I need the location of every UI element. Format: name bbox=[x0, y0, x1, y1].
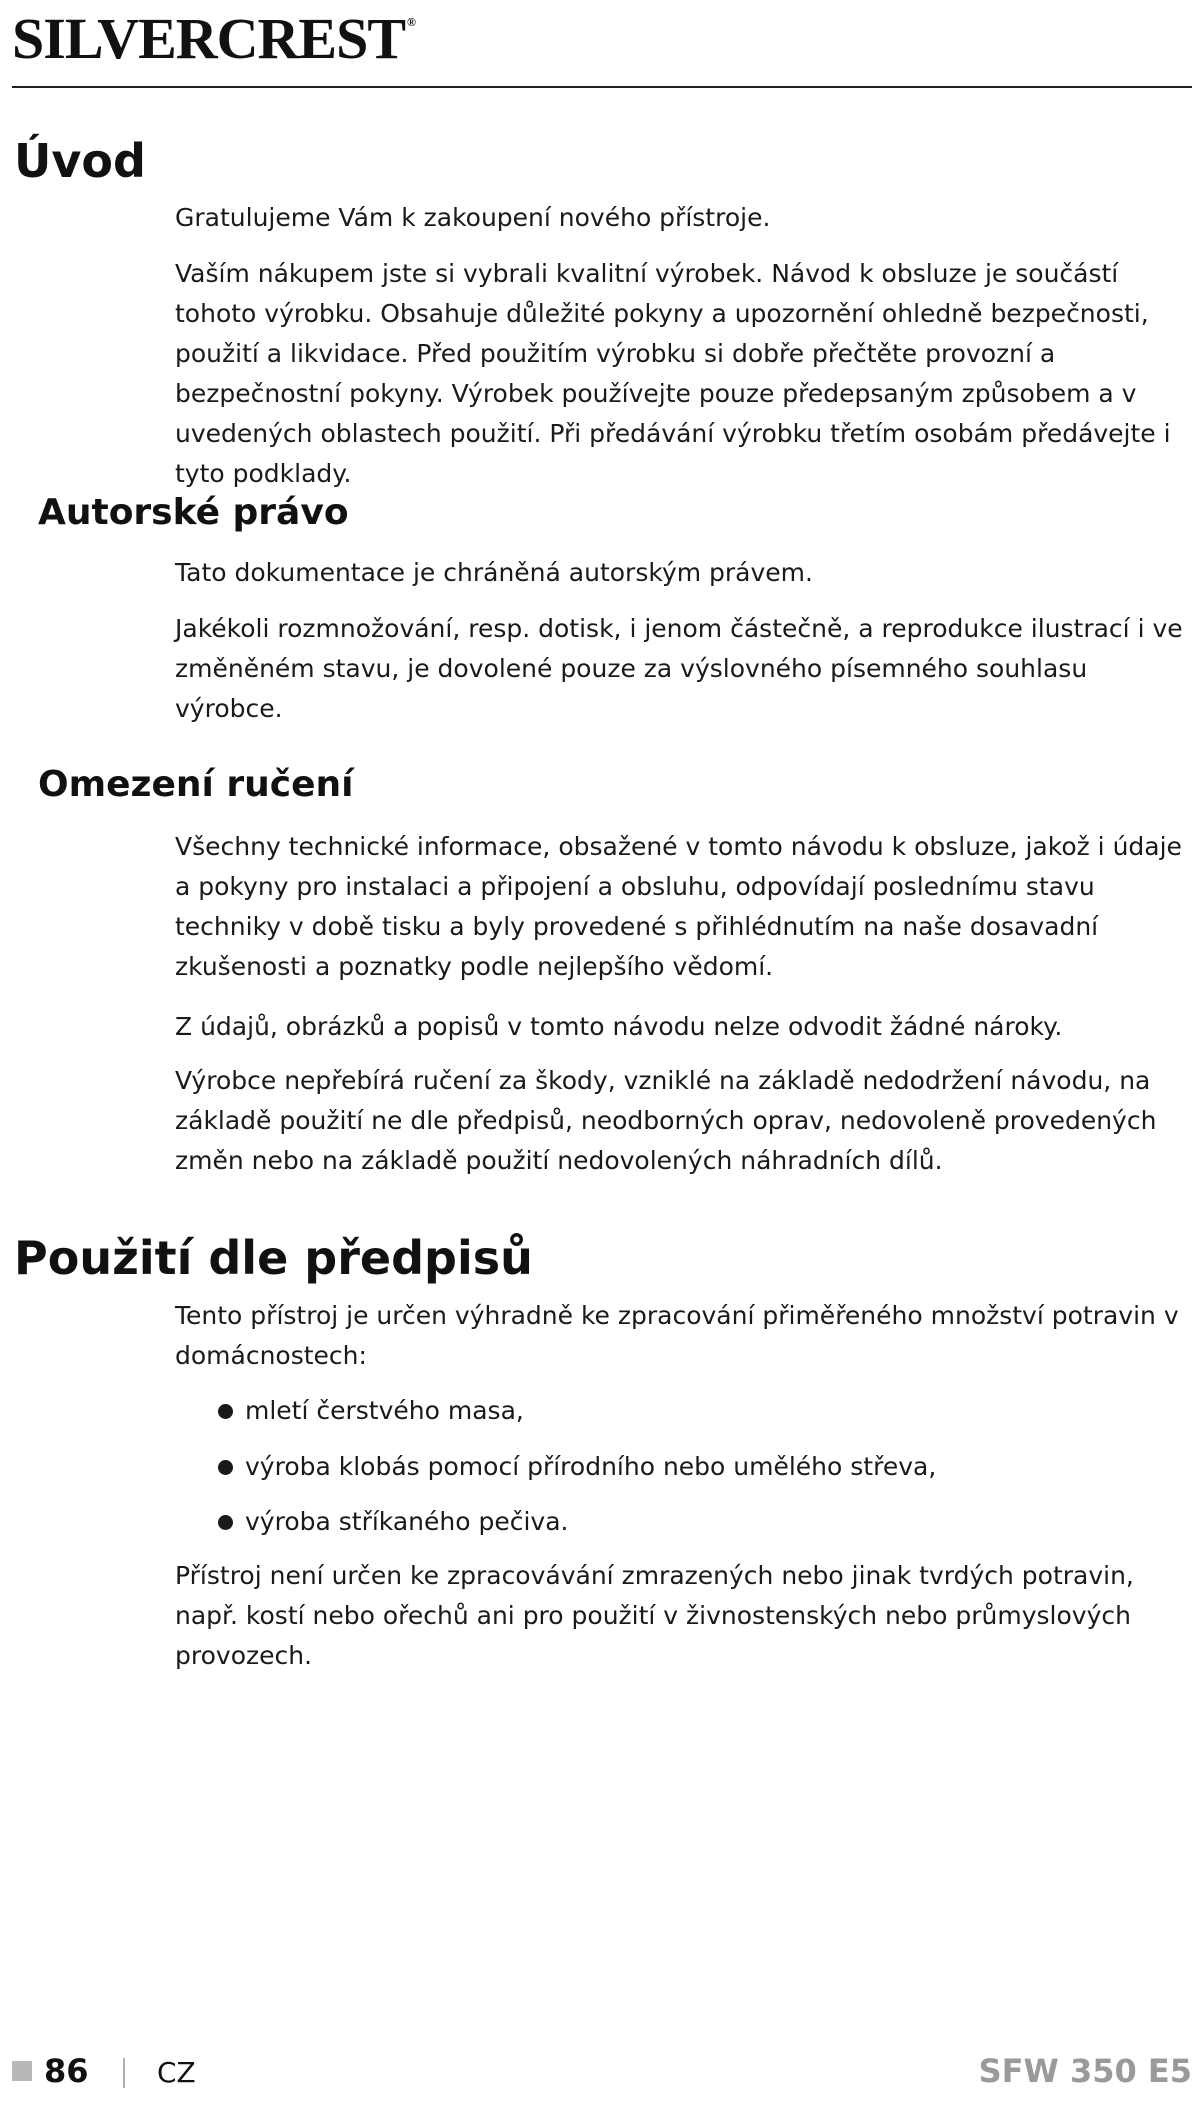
autorske-pravo-paragraph-1: Tato dokumentace je chráněná autorským právem. bbox=[175, 558, 813, 587]
list-item-text: výroba klobás pomocí přírodního nebo umělého střeva, bbox=[245, 1452, 937, 1481]
list-item-text: výroba stříkaného pečiva. bbox=[245, 1507, 569, 1536]
language-code: CZ bbox=[157, 2056, 196, 2089]
omezeni-ruceni-paragraph-2: Z údajů, obrázků a popisů v tomto návodu nelze odvodit žádné nároky. bbox=[175, 1012, 1063, 1041]
list-item bbox=[218, 1502, 568, 1542]
header-divider bbox=[12, 86, 1192, 88]
pouziti-paragraph-2: Přístroj není určen ke zpracovávání zmrazených nebo jinak tvrdých potravin, např. kostí nebo ořechů ani pro použití v živnostenských nebo průmyslových provozech. bbox=[175, 1561, 1134, 1670]
footer-separator bbox=[123, 2058, 125, 2088]
list-item bbox=[218, 1447, 936, 1487]
heading-autorske-pravo: Autorské právo bbox=[38, 492, 349, 533]
uvod-paragraph-1: Gratulujeme Vám k zakoupení nového přístroje. bbox=[175, 203, 771, 232]
page-number: 86 bbox=[44, 2052, 89, 2090]
model-number: SFW 350 E5 bbox=[978, 2052, 1192, 2090]
bullet-icon bbox=[218, 1460, 233, 1475]
omezeni-ruceni-paragraph-3: Výrobce nepřebírá ručení za škody, vzniklé na základě nedodržení návodu, na základě použití ne dle předpisů, neodborných oprav, nedovoleně provedených změn nebo na základě použití nedovolených náhradních dílů. bbox=[175, 1066, 1157, 1175]
bullet-icon bbox=[218, 1515, 233, 1530]
heading-omezeni-ruceni: Omezení ručení bbox=[38, 764, 354, 805]
brand-logo bbox=[12, 6, 416, 71]
pouziti-paragraph-1: Tento přístroj je určen výhradně ke zpracování přiměřeného množství potravin v domácnostech: bbox=[175, 1301, 1179, 1370]
footer-square-icon bbox=[12, 2061, 32, 2081]
list-item bbox=[218, 1391, 524, 1431]
bullet-icon bbox=[218, 1404, 233, 1419]
uvod-paragraph-2: Vaším nákupem jste si vybrali kvalitní výrobek. Návod k obsluze je součástí tohoto výrobku. Obsahuje důležité pokyny a upozornění ohledně bezpečnosti, použití a likvidace. Před použitím výrobku si dobře přečtěte provozní a bezpečnostní pokyny. Výrobek používejte pouze předepsaným způsobem a v uvedených oblastech použití. Při předávání výrobku třetím osobám předávejte i tyto podklady. bbox=[175, 259, 1171, 488]
heading-pouziti-dle-predpisu: Použití dle předpisů bbox=[14, 1231, 533, 1285]
brand-name: SILVERCREST bbox=[12, 6, 406, 71]
list-item-text: mletí čerstvého masa, bbox=[245, 1396, 524, 1425]
registered-mark: ® bbox=[407, 15, 416, 29]
omezeni-ruceni-paragraph-1: Všechny technické informace, obsažené v tomto návodu k obsluze, jakož i údaje a pokyny pro instalaci a připojení a obsluhu, odpovídají poslednímu stavu techniky v době tisku a byly provedené s přihlédnutím na naše dosavadní zkušenosti a poznatky podle nejlepšího vědomí. bbox=[175, 832, 1182, 981]
heading-uvod: Úvod bbox=[14, 134, 146, 188]
autorske-pravo-paragraph-2: Jakékoli rozmnožování, resp. dotisk, i jenom částečně, a reprodukce ilustrací i ve změněném stavu, je dovolené pouze za výslovného písemného souhlasu výrobce. bbox=[175, 614, 1183, 723]
